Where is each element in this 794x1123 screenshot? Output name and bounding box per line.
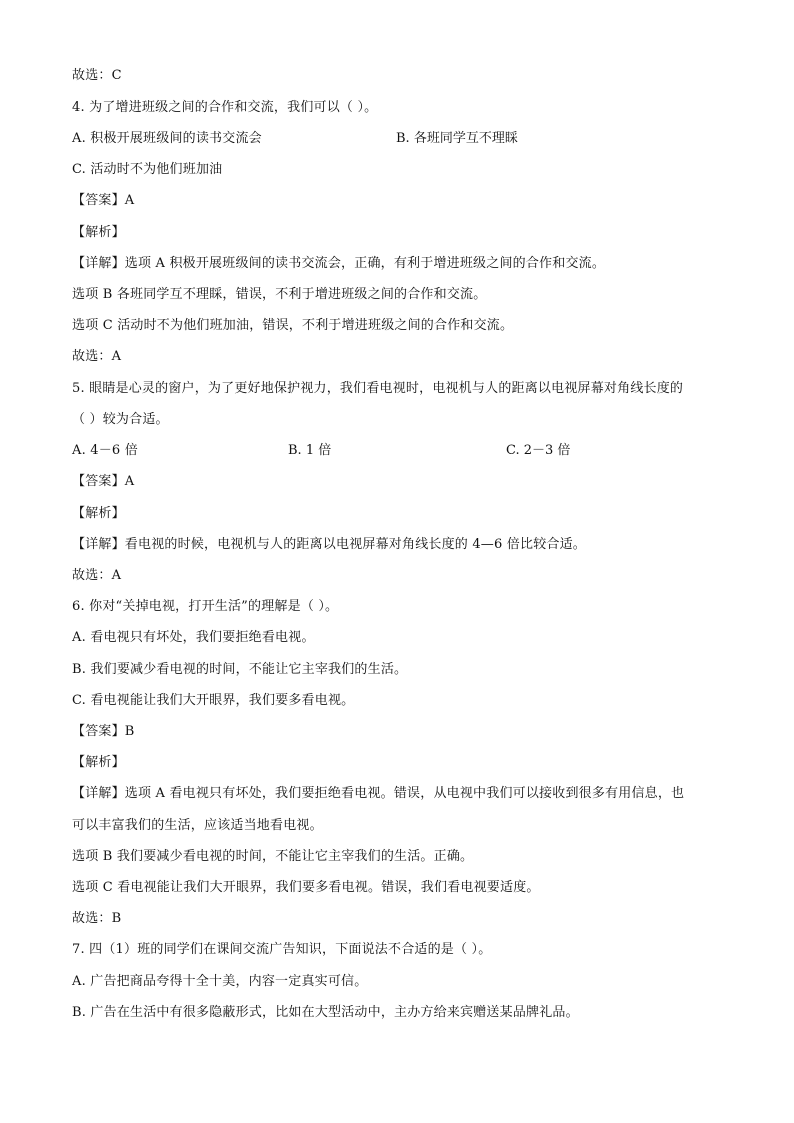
q6-option-a: A. 看电视只有坏处，我们要拒绝看电视。	[72, 630, 315, 645]
q4-detail-2: 选项 B 各班同学互不理睬，错误，不利于增进班级之间的合作和交流。	[72, 287, 487, 302]
question-6-stem: 6. 你对“关掉电视，打开生活”的理解是（ ）。	[72, 599, 339, 614]
q4-detail-3: 选项 C 活动时不为他们班加油，错误，不利于增进班级之间的合作和交流。	[72, 318, 514, 333]
q5-answer: 【答案】A	[72, 474, 135, 489]
question-4-stem: 4. 为了增进班级之间的合作和交流，我们可以（ ）。	[72, 100, 378, 115]
q5-analysis-heading: 【解析】	[72, 506, 125, 521]
question-7-stem: 7. 四（1）班的同学们在课间交流广告知识，下面说法不合适的是（ ）。	[72, 942, 492, 957]
q6-option-c: C. 看电视能让我们大开眼界，我们要多看电视。	[72, 693, 355, 708]
q6-final-answer: 故选：B	[72, 911, 122, 926]
q5-option-a: A. 4－6 倍	[72, 443, 138, 458]
answer-line: 故选：C	[72, 68, 122, 83]
q5-option-c: C. 2－3 倍	[506, 443, 571, 458]
q6-detail-1-cont: 可以丰富我们的生活，应该适当地看电视。	[72, 818, 323, 833]
q6-analysis-heading: 【解析】	[72, 755, 125, 770]
q7-option-a: A. 广告把商品夸得十全十美，内容一定真实可信。	[72, 974, 368, 989]
q4-option-c: C. 活动时不为他们班加油	[72, 162, 223, 177]
q5-option-b: B. 1 倍	[288, 443, 332, 458]
q7-option-b: B. 广告在生活中有很多隐蔽形式，比如在大型活动中，主办方给来宾赠送某品牌礼品。	[72, 1005, 579, 1020]
q6-detail-1: 【详解】选项 A 看电视只有坏处，我们要拒绝看电视。错误，从电视中我们可以接收到很多有用信息，也	[72, 786, 685, 801]
q4-analysis-heading: 【解析】	[72, 225, 125, 240]
q6-option-b: B. 我们要减少看电视的时间，不能让它主宰我们的生活。	[72, 662, 408, 677]
q4-detail-1: 【详解】选项 A 积极开展班级间的读书交流会，正确，有利于增进班级之间的合作和交流。	[72, 256, 606, 271]
q4-final-answer: 故选：A	[72, 349, 122, 364]
q4-option-a: A. 积极开展班级间的读书交流会	[72, 131, 262, 146]
q4-answer: 【答案】A	[72, 193, 135, 208]
question-5-stem-cont: （ ）较为合适。	[72, 412, 169, 427]
q6-detail-3: 选项 C 看电视能让我们大开眼界，我们要多看电视。错误，我们看电视要适度。	[72, 880, 540, 895]
q5-final-answer: 故选：A	[72, 568, 122, 583]
q5-detail: 【详解】看电视的时候，电视机与人的距离以电视屏幕对角线长度的 4—6 倍比较合适。	[72, 537, 587, 552]
question-5-stem: 5. 眼睛是心灵的窗户，为了更好地保护视力，我们看电视时，电视机与人的距离以电视屏幕对角线长度的	[72, 381, 684, 396]
q4-option-b: B. 各班同学互不理睬	[396, 131, 518, 146]
q6-detail-2: 选项 B 我们要减少看电视的时间，不能让它主宰我们的生活。正确。	[72, 849, 474, 864]
q6-answer: 【答案】B	[72, 724, 135, 739]
